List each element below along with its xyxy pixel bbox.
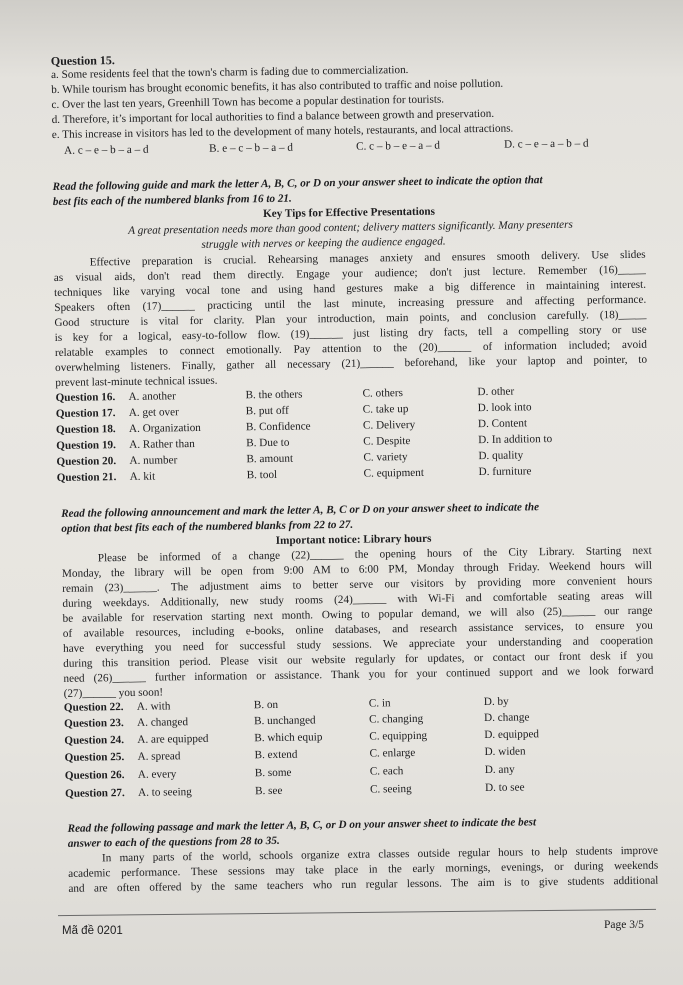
q15-option-b[interactable]: B. e – c – b – a – d bbox=[209, 141, 294, 155]
option-b[interactable]: B. on bbox=[253, 698, 279, 712]
option-b[interactable]: B. extend bbox=[254, 748, 298, 762]
s3-passage-line: remain (23)______. The adjustment aims to better serve our visitors by providing more convenient hours bbox=[62, 574, 653, 595]
s3-passage-line: have everything you need for successful study sessions. We appreciate your understanding and cooperation bbox=[62, 634, 654, 655]
s2-passage-line: as visual aids, don't read them directly. Engage your audience; don't just lecture. Remember (16)_____ bbox=[53, 263, 646, 284]
option-d[interactable]: D. furniture bbox=[478, 465, 532, 479]
option-c[interactable]: C. take up bbox=[362, 403, 409, 416]
question-label: Question 22. bbox=[63, 701, 124, 714]
s3-instruction-line1: Read the following announcement and mark the letter A, B, C or D on your answer sheet to indicate the bbox=[61, 501, 540, 520]
s2-passage-line: Good structure is vital for clarity. Plan your introduction, main points, and conclusion carefully. (18)_____ bbox=[54, 308, 647, 329]
question-label: Question 26. bbox=[64, 769, 125, 782]
option-c[interactable]: C. Delivery bbox=[362, 418, 416, 432]
option-d[interactable]: D. quality bbox=[478, 449, 524, 463]
q15-sentence-a: a. Some residents feel that the town's charm is fading due to commercialization. bbox=[50, 64, 409, 81]
s3-title: Important notice: Library hours bbox=[275, 532, 432, 547]
option-b[interactable]: B. the others bbox=[245, 388, 303, 402]
option-c[interactable]: C. others bbox=[362, 387, 404, 400]
option-d[interactable]: D. Content bbox=[477, 417, 528, 431]
q15-title: Question 15. bbox=[50, 53, 115, 68]
question-label: Question 16. bbox=[55, 391, 116, 404]
option-a[interactable]: A. another bbox=[128, 390, 176, 403]
option-c[interactable]: C. each bbox=[369, 765, 404, 778]
option-b[interactable]: B. tool bbox=[246, 468, 278, 482]
question-label: Question 23. bbox=[64, 717, 124, 730]
footer-divider bbox=[58, 909, 656, 916]
s2-instruction-line2: best fits each of the numbered blanks from 16 to 21. bbox=[52, 192, 292, 208]
option-b[interactable]: B. amount bbox=[246, 452, 294, 466]
s2-passage-line: prevent last-minute technical issues. bbox=[55, 374, 218, 389]
option-d[interactable]: D. change bbox=[483, 711, 530, 725]
q15-sentence-e: e. This increase in visitors has led to the development of many hotels, restaurants, and local attractions. bbox=[51, 122, 514, 141]
option-c[interactable]: C. equipping bbox=[369, 729, 428, 743]
s2-instruction-line1: Read the following guide and mark the letter A, B, C, or D on your answer sheet to indicate the option that bbox=[52, 174, 543, 193]
q15-sentence-c: c. Over the last ten years, Greenhill Town has become a popular destination for tourists. bbox=[51, 93, 445, 111]
option-d[interactable]: D. look into bbox=[477, 401, 532, 415]
option-c[interactable]: C. seeing bbox=[369, 783, 412, 796]
s3-passage-line: of available resources, including e-books, online databases, and research assistance services, to ensure you bbox=[62, 619, 653, 640]
question-label: Question 20. bbox=[56, 455, 117, 468]
option-a[interactable]: A. spread bbox=[137, 750, 181, 763]
option-c[interactable]: C. equipment bbox=[363, 466, 425, 480]
q15-sentence-d: d. Therefore, it’s important for local authorities to find a balance between growth and preservation. bbox=[51, 107, 495, 126]
option-a[interactable]: A. every bbox=[137, 768, 177, 781]
question-label: Question 17. bbox=[55, 407, 116, 420]
page-number: Page 3/5 bbox=[604, 919, 644, 931]
option-a[interactable]: A. are equipped bbox=[137, 732, 209, 746]
question-label: Question 21. bbox=[56, 471, 117, 484]
s4-passage-line: academic performance. These sessions may take place in the early mornings, evenings, or during weekends bbox=[68, 859, 659, 880]
option-a[interactable]: A. with bbox=[136, 700, 171, 713]
option-d[interactable]: D. In addition to bbox=[478, 433, 553, 447]
q15-option-d[interactable]: D. c – e – a – b – d bbox=[503, 137, 589, 151]
option-a[interactable]: A. to seeing bbox=[137, 786, 192, 799]
option-c[interactable]: C. enlarge bbox=[369, 746, 416, 760]
option-d[interactable]: D. to see bbox=[484, 781, 525, 795]
question-label: Question 19. bbox=[56, 439, 116, 452]
s4-passage-line: and are often offered by the same teachers who run regular lessons. The aim is to give students additional bbox=[68, 874, 659, 895]
s2-passage-line: relatable examples to connect emotionally. Pay attention to the (20)______ of information included; avoid bbox=[54, 338, 647, 359]
s3-passage-line: Monday, the library will be open from 9:00 AM to 6:00 PM, Monday through Friday. Weekend hours will bbox=[61, 559, 653, 580]
s2-passage-line: Speakers often (17)______ practicing until the last minute, increasing pressure and affecting performance. bbox=[54, 293, 647, 314]
s3-passage-line: be available for reservation starting next month. Owing to popular demand, we will also (25)______ our range bbox=[62, 604, 653, 625]
exam-code: Mã đề 0201 bbox=[62, 925, 123, 937]
option-a[interactable]: A. kit bbox=[129, 470, 156, 483]
option-b[interactable]: B. Confidence bbox=[245, 420, 311, 434]
q15-option-c[interactable]: C. c – b – e – a – d bbox=[355, 139, 441, 153]
question-label: Question 27. bbox=[65, 787, 125, 800]
s3-passage-line: Please be informed of a change (22)______ the opening hours of the City Library. Starting next bbox=[97, 544, 652, 565]
q15-option-a[interactable]: A. c – e – b – a – d bbox=[64, 143, 149, 157]
option-d[interactable]: D. equipped bbox=[484, 728, 540, 742]
s2-intro-line2: struggle with nerves or keeping the audience engaged. bbox=[201, 235, 446, 251]
option-b[interactable]: B. which equip bbox=[254, 731, 323, 745]
option-b[interactable]: B. see bbox=[254, 784, 283, 798]
question-label: Question 18. bbox=[55, 423, 116, 436]
option-a[interactable]: A. get over bbox=[128, 406, 179, 419]
s4-passage-line: In many parts of the world, schools organize extra classes outside regular hours to help students improve bbox=[101, 844, 659, 865]
option-d[interactable]: D. by bbox=[483, 695, 509, 709]
option-a[interactable]: A. Organization bbox=[128, 421, 201, 435]
option-c[interactable]: C. changing bbox=[368, 712, 424, 726]
option-c[interactable]: C. in bbox=[368, 697, 391, 710]
s2-passage-line: Effective preparation is crucial. Rehearsing manages anxiety and ensures smooth delivery. Use slides bbox=[89, 248, 646, 269]
option-c[interactable]: C. Despite bbox=[363, 435, 411, 448]
s3-passage-line: during this transition period. Please visit our website regularly for updates, or contact our front desk if you bbox=[63, 649, 654, 670]
s3-passage-line: need (26)______ further information or assistance. Thank you for your continued support and we look forward bbox=[63, 664, 654, 685]
s2-passage-line: techniques like varying vocal tone and using hand gestures make a big difference in maintaining interest. bbox=[54, 278, 647, 299]
q15-sentence-b: b. While tourism has brought economic benefits, it has also contributed to traffic and noise pollution. bbox=[51, 77, 504, 96]
option-b[interactable]: B. put off bbox=[245, 404, 289, 418]
s2-passage-line: is key for a logical, easy-to-follow flow. (19)______ just listing dry facts, tell a compelling story or use bbox=[54, 323, 647, 344]
s3-instruction-line2: option that best fits each of the numbered blanks from 22 to 27. bbox=[61, 518, 354, 535]
s3-passage-line: during weekdays. Additionally, new study rooms (24)______ with Wi-Fi and comfortable seating areas will bbox=[62, 589, 653, 610]
s2-intro-line1: A great presentation needs more than good content; delivery matters significantly. Many presenters bbox=[128, 218, 573, 237]
option-d[interactable]: D. widen bbox=[484, 745, 526, 759]
option-a[interactable]: A. number bbox=[129, 454, 178, 467]
s4-instruction-line1: Read the following passage and mark the letter A, B, C, or D on your answer sheet to indicate the best bbox=[67, 816, 537, 835]
s3-passage-line: (27)______ you soon! bbox=[63, 686, 164, 700]
option-b[interactable]: B. Due to bbox=[246, 436, 290, 450]
question-label: Question 25. bbox=[64, 751, 125, 764]
option-b[interactable]: B. some bbox=[254, 766, 292, 780]
option-d[interactable]: D. other bbox=[477, 385, 515, 399]
s4-instruction-line2: answer to each of the questions from 28 to 35. bbox=[67, 834, 280, 850]
s2-passage-line: overwhelming listeners. Finally, gather all necessary (21)______ beforehand, like your laptop and pointer, to bbox=[55, 353, 648, 374]
s2-title: Key Tips for Effective Presentations bbox=[262, 205, 436, 221]
option-a[interactable]: A. Rather than bbox=[129, 438, 195, 451]
option-c[interactable]: C. variety bbox=[363, 451, 408, 464]
question-label: Question 24. bbox=[64, 734, 125, 747]
option-b[interactable]: B. unchanged bbox=[254, 714, 316, 728]
option-d[interactable]: D. any bbox=[484, 763, 515, 777]
option-a[interactable]: A. changed bbox=[137, 716, 189, 729]
